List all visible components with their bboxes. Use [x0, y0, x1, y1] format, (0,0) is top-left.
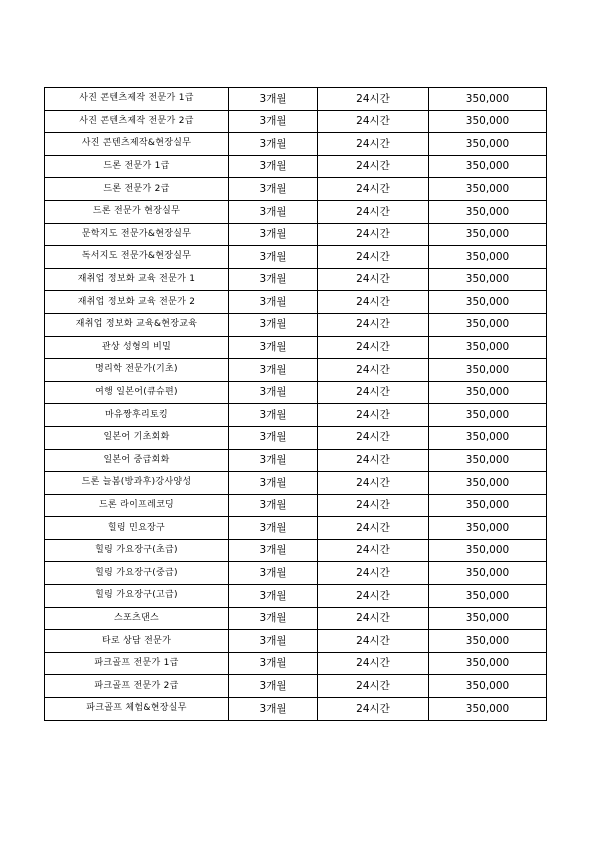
table-row	[45, 607, 547, 630]
table-row	[45, 494, 547, 517]
table-row	[45, 562, 547, 585]
course-name-cell: 파크골프 전문가 1급	[45, 652, 229, 675]
course-hours-cell: 24시간	[318, 110, 429, 133]
course-name-cell: 재취업 정보화 교육&현장교육	[45, 313, 229, 336]
table-row	[45, 88, 547, 111]
course-fee-cell: 350,000	[429, 539, 547, 562]
course-hours-cell: 24시간	[318, 88, 429, 111]
table-row	[45, 110, 547, 133]
table-row	[45, 472, 547, 495]
course-period-cell: 3개월	[229, 110, 318, 133]
course-hours-cell: 24시간	[318, 539, 429, 562]
table-row	[45, 652, 547, 675]
table-row	[45, 200, 547, 223]
course-hours-cell: 24시간	[318, 246, 429, 269]
course-fee-cell: 350,000	[429, 449, 547, 472]
course-fee-cell: 350,000	[429, 698, 547, 721]
course-fee-cell: 350,000	[429, 88, 547, 111]
course-period-cell: 3개월	[229, 517, 318, 540]
course-fee-cell: 350,000	[429, 313, 547, 336]
course-period-cell: 3개월	[229, 133, 318, 156]
course-fee-cell: 350,000	[429, 585, 547, 608]
table-row	[45, 268, 547, 291]
course-fee-cell: 350,000	[429, 607, 547, 630]
course-name-cell: 여행 일본어(큐슈편)	[45, 381, 229, 404]
course-period-cell: 3개월	[229, 562, 318, 585]
course-hours-cell: 24시간	[318, 200, 429, 223]
table-row	[45, 155, 547, 178]
course-fee-cell: 350,000	[429, 652, 547, 675]
course-table-body	[45, 88, 547, 721]
course-name-cell: 독서지도 전문가&현장실무	[45, 246, 229, 269]
course-period-cell: 3개월	[229, 426, 318, 449]
course-name-cell: 재취업 정보화 교육 전문가 2	[45, 291, 229, 314]
course-period-cell: 3개월	[229, 585, 318, 608]
table-row	[45, 381, 547, 404]
table-row	[45, 359, 547, 382]
course-fee-cell: 350,000	[429, 223, 547, 246]
course-name-cell: 파크골프 전문가 2급	[45, 675, 229, 698]
course-period-cell: 3개월	[229, 675, 318, 698]
course-hours-cell: 24시간	[318, 472, 429, 495]
course-name-cell: 일본어 중급회화	[45, 449, 229, 472]
table-row	[45, 426, 547, 449]
table-row	[45, 698, 547, 721]
course-hours-cell: 24시간	[318, 336, 429, 359]
table-row	[45, 630, 547, 653]
table-row	[45, 449, 547, 472]
course-name-cell: 파크골프 체험&현장실무	[45, 698, 229, 721]
course-hours-cell: 24시간	[318, 675, 429, 698]
table-row	[45, 313, 547, 336]
course-name-cell: 명리학 전문가(기초)	[45, 359, 229, 382]
course-fee-cell: 350,000	[429, 155, 547, 178]
course-hours-cell: 24시간	[318, 359, 429, 382]
table-row	[45, 291, 547, 314]
course-period-cell: 3개월	[229, 155, 318, 178]
course-period-cell: 3개월	[229, 178, 318, 201]
course-fee-cell: 350,000	[429, 359, 547, 382]
course-name-cell: 드론 전문가 2급	[45, 178, 229, 201]
course-period-cell: 3개월	[229, 359, 318, 382]
course-hours-cell: 24시간	[318, 517, 429, 540]
course-fee-cell: 350,000	[429, 494, 547, 517]
course-fee-cell: 350,000	[429, 675, 547, 698]
course-name-cell: 관상 성형의 비밀	[45, 336, 229, 359]
course-fee-cell: 350,000	[429, 268, 547, 291]
course-fee-cell: 350,000	[429, 246, 547, 269]
course-period-cell: 3개월	[229, 449, 318, 472]
course-fee-cell: 350,000	[429, 133, 547, 156]
table-row	[45, 404, 547, 427]
course-hours-cell: 24시간	[318, 449, 429, 472]
course-name-cell: 드론 라이프레코딩	[45, 494, 229, 517]
course-period-cell: 3개월	[229, 88, 318, 111]
course-hours-cell: 24시간	[318, 268, 429, 291]
table-row	[45, 133, 547, 156]
table-row	[45, 246, 547, 269]
course-period-cell: 3개월	[229, 539, 318, 562]
course-hours-cell: 24시간	[318, 607, 429, 630]
course-name-cell: 재취업 정보화 교육 전문가 1	[45, 268, 229, 291]
course-fee-cell: 350,000	[429, 630, 547, 653]
course-name-cell: 타로 상담 전문가	[45, 630, 229, 653]
course-fee-cell: 350,000	[429, 562, 547, 585]
course-hours-cell: 24시간	[318, 404, 429, 427]
course-period-cell: 3개월	[229, 223, 318, 246]
table-row	[45, 178, 547, 201]
course-hours-cell: 24시간	[318, 562, 429, 585]
course-hours-cell: 24시간	[318, 223, 429, 246]
table-row	[45, 517, 547, 540]
course-name-cell: 사진 콘텐츠제작 전문가 2급	[45, 110, 229, 133]
table-row	[45, 336, 547, 359]
course-hours-cell: 24시간	[318, 426, 429, 449]
course-period-cell: 3개월	[229, 698, 318, 721]
course-fee-cell: 350,000	[429, 381, 547, 404]
course-fee-cell: 350,000	[429, 291, 547, 314]
course-period-cell: 3개월	[229, 246, 318, 269]
course-name-cell: 스포츠댄스	[45, 607, 229, 630]
course-period-cell: 3개월	[229, 268, 318, 291]
course-hours-cell: 24시간	[318, 630, 429, 653]
course-period-cell: 3개월	[229, 381, 318, 404]
course-name-cell: 일본어 기초회화	[45, 426, 229, 449]
course-hours-cell: 24시간	[318, 291, 429, 314]
course-name-cell: 사진 콘텐츠제작&현장실무	[45, 133, 229, 156]
course-period-cell: 3개월	[229, 313, 318, 336]
course-name-cell: 마유짱후리토킹	[45, 404, 229, 427]
course-period-cell: 3개월	[229, 404, 318, 427]
course-name-cell: 힐링 가요장구(초급)	[45, 539, 229, 562]
course-period-cell: 3개월	[229, 607, 318, 630]
course-name-cell: 사진 콘텐츠제작 전문가 1급	[45, 88, 229, 111]
course-period-cell: 3개월	[229, 200, 318, 223]
course-name-cell: 문학지도 전문가&현장실무	[45, 223, 229, 246]
course-period-cell: 3개월	[229, 630, 318, 653]
course-name-cell: 힐링 가요장구(고급)	[45, 585, 229, 608]
table-row	[45, 223, 547, 246]
course-hours-cell: 24시간	[318, 155, 429, 178]
course-fee-cell: 350,000	[429, 517, 547, 540]
course-fee-cell: 350,000	[429, 336, 547, 359]
course-fee-cell: 350,000	[429, 426, 547, 449]
course-period-cell: 3개월	[229, 472, 318, 495]
course-hours-cell: 24시간	[318, 585, 429, 608]
course-fee-cell: 350,000	[429, 200, 547, 223]
course-hours-cell: 24시간	[318, 313, 429, 336]
course-name-cell: 힐링 민요장구	[45, 517, 229, 540]
course-hours-cell: 24시간	[318, 178, 429, 201]
course-hours-cell: 24시간	[318, 133, 429, 156]
course-period-cell: 3개월	[229, 336, 318, 359]
course-fee-cell: 350,000	[429, 472, 547, 495]
course-fee-table	[44, 87, 547, 721]
table-row	[45, 539, 547, 562]
course-name-cell: 드론 전문가 현장실무	[45, 200, 229, 223]
course-hours-cell: 24시간	[318, 652, 429, 675]
course-name-cell: 드론 전문가 1급	[45, 155, 229, 178]
course-hours-cell: 24시간	[318, 494, 429, 517]
course-fee-cell: 350,000	[429, 178, 547, 201]
course-period-cell: 3개월	[229, 291, 318, 314]
course-fee-cell: 350,000	[429, 404, 547, 427]
table-row	[45, 675, 547, 698]
course-hours-cell: 24시간	[318, 698, 429, 721]
table-row	[45, 585, 547, 608]
course-period-cell: 3개월	[229, 652, 318, 675]
course-hours-cell: 24시간	[318, 381, 429, 404]
course-period-cell: 3개월	[229, 494, 318, 517]
course-fee-cell: 350,000	[429, 110, 547, 133]
course-name-cell: 힐링 가요장구(중급)	[45, 562, 229, 585]
course-name-cell: 드론 늘봄(방과후)강사양성	[45, 472, 229, 495]
